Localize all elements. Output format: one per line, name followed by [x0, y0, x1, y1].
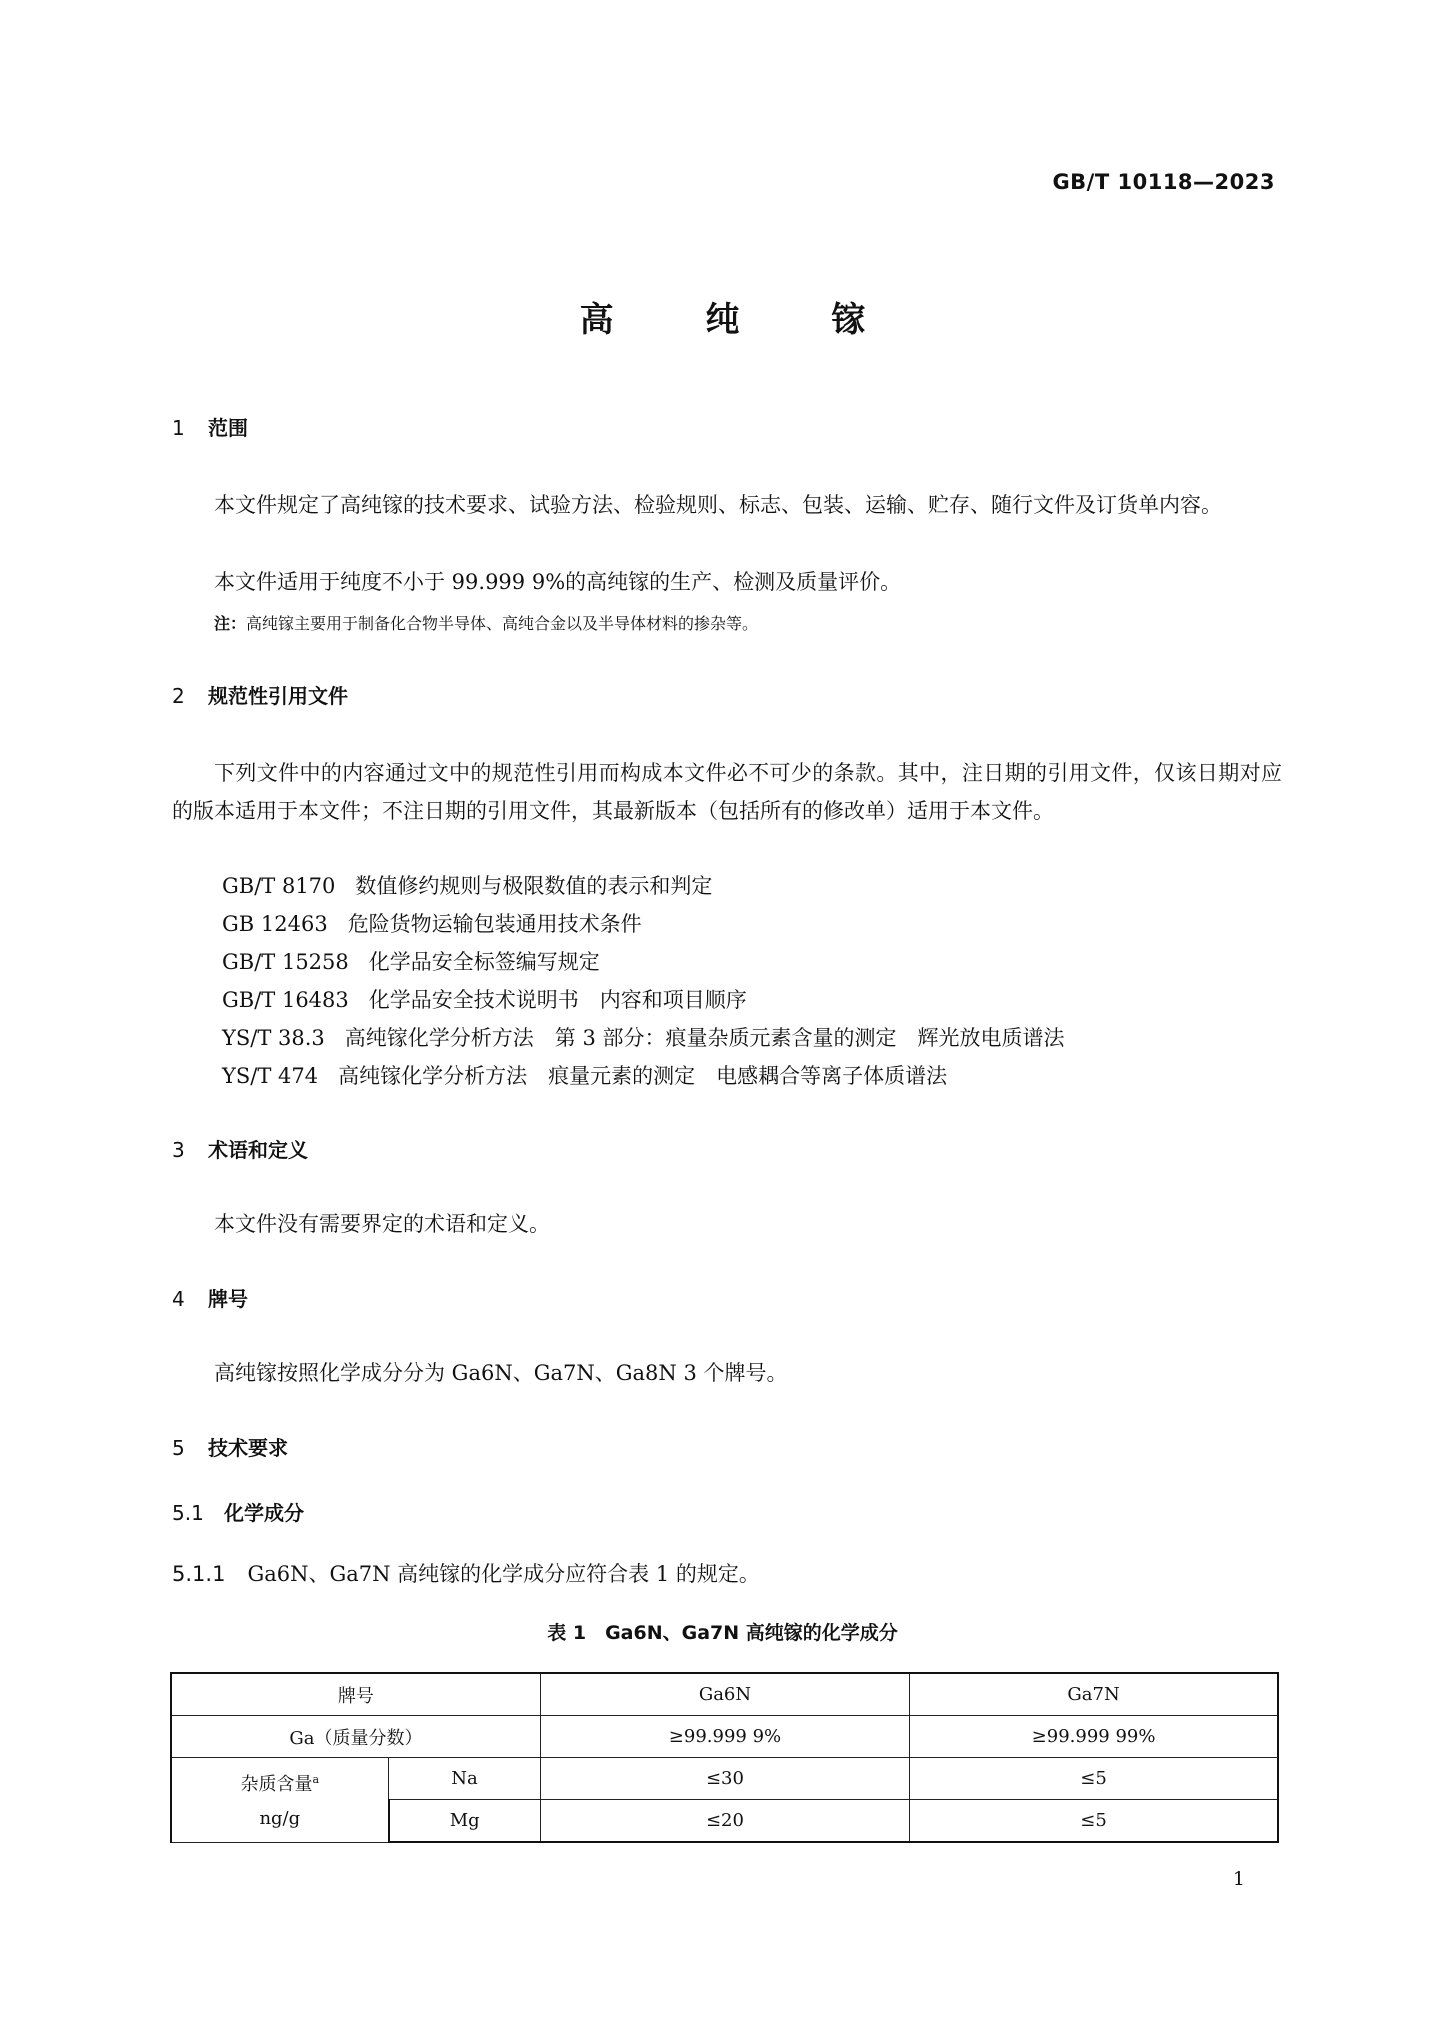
section-2-paragraph-1: 下列文件中的内容通过文中的规范性引用而构成本文件必不可少的条款。其中，注日期的引用文件，仅该日期对应的版本适用于本文件；不注日期的引用文件，其最新版本（包括所有的修改单）适用于本文件。 [172, 761, 1282, 823]
section-number: 1 [172, 416, 185, 440]
table-row [171, 1716, 1278, 1758]
element-mg: Mg [389, 1800, 541, 1843]
impurity-label: 杂质含量 [240, 1774, 313, 1796]
section-1-paragraph-1: 本文件规定了高纯镓的技术要求、试验方法、检验规则、标志、包装、运输、贮存、随行文件及订货单内容。 [214, 493, 1222, 517]
note-text: 高纯镓主要用于制备化合物半导体、高纯合金以及半导体材料的掺杂等。 [246, 614, 759, 633]
reference-title: 高纯镓化学分析方法 第 3 部分：痕量杂质元素含量的测定 辉光放电质谱法 [344, 1026, 1065, 1050]
reference-title: 化学品安全标签编写规定 [368, 950, 600, 974]
section-title: 术语和定义 [208, 1138, 308, 1162]
table-row [171, 1758, 1278, 1800]
section-3-heading [172, 1134, 308, 1163]
ga-mass-fraction-label: Ga（质量分数） [171, 1716, 540, 1758]
section-title: 化学成分 [224, 1501, 304, 1525]
reference-code: YS/T 38.3 [222, 1026, 325, 1050]
reference-code: GB 12463 [222, 912, 328, 936]
ga7n-na-value: ≤5 [910, 1758, 1278, 1800]
clause-5-1-1 [172, 1558, 760, 1588]
ga6n-mg-value: ≤20 [540, 1800, 909, 1843]
reference-item [222, 908, 642, 938]
section-title: 范围 [208, 416, 248, 440]
section-5-heading [172, 1432, 288, 1461]
table-1-caption: 表 1 Ga6N、Ga7N 高纯镓的化学成分 [547, 1622, 898, 1644]
table-header-row [171, 1673, 1278, 1716]
table-1 [170, 1672, 1279, 1843]
section-number: 5.1 [172, 1501, 204, 1525]
ga7n-mg-value: ≤5 [910, 1800, 1278, 1843]
section-1-paragraph-2: 本文件适用于纯度不小于 99.999 9%的高纯镓的生产、检测及质量评价。 [214, 570, 902, 594]
ga6n-na-value: ≤30 [540, 1758, 909, 1800]
reference-title: 高纯镓化学分析方法 痕量元素的测定 电感耦合等离子体质谱法 [338, 1064, 948, 1088]
header-ga7n: Ga7N [910, 1673, 1278, 1716]
section-number: 4 [172, 1287, 185, 1311]
section-4-paragraph-1: 高纯镓按照化学成分分为 Ga6N、Ga7N、Ga8N 3 个牌号。 [214, 1361, 788, 1385]
clause-text: Ga6N、Ga7N 高纯镓的化学成分应符合表 1 的规定。 [247, 1562, 760, 1586]
impurity-label-cell [171, 1758, 389, 1843]
section-2-heading [172, 680, 348, 709]
ga7n-ga-value: ≥99.999 99% [910, 1716, 1278, 1758]
reference-item [222, 984, 747, 1014]
section-number: 2 [172, 684, 185, 708]
reference-item [222, 946, 600, 976]
header-ga6n: Ga6N [540, 1673, 909, 1716]
reference-code: GB/T 15258 [222, 950, 349, 974]
reference-item [222, 1022, 1064, 1052]
reference-item [222, 1060, 947, 1090]
reference-item [222, 870, 712, 900]
reference-title: 化学品安全技术说明书 内容和项目顺序 [368, 988, 747, 1012]
reference-title: 危险货物运输包装通用技术条件 [347, 912, 642, 936]
section-5-1-heading [172, 1497, 304, 1526]
impurity-unit: ng/g [259, 1808, 301, 1830]
section-title: 牌号 [208, 1287, 248, 1311]
reference-code: YS/T 474 [222, 1064, 319, 1088]
section-number: 3 [172, 1138, 185, 1162]
reference-title: 数值修约规则与极限数值的表示和判定 [355, 874, 713, 898]
element-na: Na [389, 1758, 541, 1800]
section-3-paragraph-1: 本文件没有需要界定的术语和定义。 [214, 1212, 550, 1236]
section-number: 5 [172, 1436, 185, 1460]
document-title: 高 纯 镓 [579, 300, 906, 340]
section-title: 技术要求 [208, 1436, 288, 1460]
footnote-mark: a [312, 1773, 320, 1787]
section-1-note [214, 611, 758, 634]
header-grade: 牌号 [171, 1673, 540, 1716]
reference-code: GB/T 8170 [222, 874, 336, 898]
note-label: 注： [214, 614, 247, 633]
standard-code: GB/T 10118—2023 [1052, 170, 1275, 194]
ga6n-ga-value: ≥99.999 9% [540, 1716, 909, 1758]
reference-code: GB/T 16483 [222, 988, 349, 1012]
clause-number: 5.1.1 [172, 1562, 226, 1586]
page-number: 1 [1232, 1868, 1245, 1890]
section-4-heading [172, 1283, 248, 1312]
section-1-heading [172, 412, 248, 441]
section-title: 规范性引用文件 [208, 684, 348, 708]
